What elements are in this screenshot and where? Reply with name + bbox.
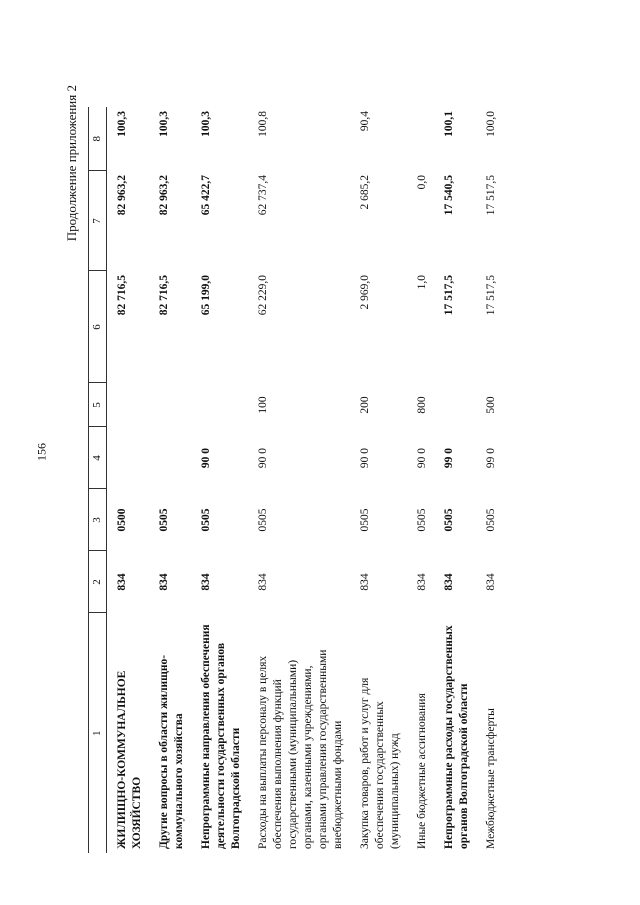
cell-code: 90 0	[359, 447, 371, 469]
cell-value: 2 969,0	[359, 275, 371, 310]
cell-code: 834	[116, 573, 128, 591]
table-row	[350, 107, 407, 853]
cell-value: 82 963,2	[158, 175, 170, 216]
cell-code: 0500	[116, 508, 128, 532]
cell-name: Расходы на выплаты персоналу в целях обеспечения выполнения функций государственными (муниципальными) органами, казенными учреждениями, органами управления государственными внебюджетными фондами	[257, 649, 344, 849]
cell-value: 100,3	[116, 111, 128, 137]
col-header: 6	[89, 271, 107, 383]
cell-value	[407, 107, 434, 171]
cell-value: 17 540,5	[443, 175, 455, 216]
cell-code: 90 0	[416, 447, 428, 469]
cell-code	[434, 383, 476, 427]
cell-value: 100,3	[158, 111, 170, 137]
cell-code: 0505	[416, 508, 428, 532]
cell-code: 834	[200, 573, 212, 591]
cell-value: 2 685,2	[359, 175, 371, 210]
col-header: 4	[89, 427, 107, 489]
appendix-caption: Продолжение приложения 2	[64, 85, 79, 242]
cell-value: 62 737,4	[257, 175, 269, 216]
page-number: 156	[34, 443, 49, 461]
cell-value: 17 517,5	[443, 275, 455, 316]
cell-code: 834	[257, 573, 269, 591]
cell-value: 65 422,7	[200, 175, 212, 216]
header-row	[89, 107, 107, 853]
col-header: 1	[89, 613, 107, 853]
table-row	[248, 107, 350, 853]
table-row	[149, 107, 191, 853]
cell-name: Непрограммные направления обеспечения деятельности государственных органов Волгоградской области	[200, 624, 242, 849]
table-row	[476, 107, 503, 853]
cell-name: Закупка товаров, работ и услуг для обеспечения государственных (муниципальных) нужд	[359, 677, 401, 849]
cell-code: 0505	[200, 508, 212, 532]
cell-code	[107, 383, 150, 427]
cell-value: 82 716,5	[116, 275, 128, 316]
cell-code	[107, 427, 150, 489]
cell-value: 0,0	[416, 175, 428, 190]
cell-code: 99 0	[485, 447, 497, 469]
cell-code	[149, 427, 191, 489]
cell-code: 834	[359, 573, 371, 591]
cell-code	[149, 383, 191, 427]
cell-value: 100,1	[443, 111, 455, 137]
cell-value: 90,4	[359, 111, 371, 132]
cell-code: 200	[359, 396, 371, 414]
cell-value: 82 716,5	[158, 275, 170, 316]
budget-table	[88, 107, 503, 853]
col-header: 8	[89, 107, 107, 171]
table-row	[107, 107, 150, 853]
cell-code: 0505	[443, 508, 455, 532]
cell-name: Непрограммные расходы государственных органов Волгоградской области	[443, 625, 470, 849]
col-header: 2	[89, 551, 107, 613]
cell-code: 0505	[257, 508, 269, 532]
cell-code: 834	[485, 573, 497, 591]
cell-code: 0505	[359, 508, 371, 532]
cell-code: 0505	[158, 508, 170, 532]
cell-code: 0505	[485, 508, 497, 532]
cell-value: 1,0	[416, 275, 428, 290]
cell-code: 500	[485, 396, 497, 414]
table-row	[407, 107, 434, 853]
cell-name: ЖИЛИЩНО-КОММУНАЛЬНОЕ ХОЗЯЙСТВО	[116, 670, 143, 849]
cell-value: 82 963,2	[116, 175, 128, 216]
cell-value: 62 229,0	[257, 275, 269, 316]
cell-value: 17 517,5	[485, 175, 497, 216]
table-row	[191, 107, 248, 853]
cell-name: Другие вопросы в области жилищно-коммунального хозяйства	[158, 654, 185, 849]
cell-name: Иные бюджетные ассигнования	[416, 693, 428, 849]
cell-value: 65 199,0	[200, 275, 212, 316]
cell-code: 800	[416, 396, 428, 414]
cell-value: 100,3	[200, 111, 212, 137]
cell-code: 90 0	[200, 447, 212, 469]
col-header: 5	[89, 383, 107, 427]
table-row	[434, 107, 476, 853]
cell-value: 100,8	[257, 111, 269, 137]
cell-code: 834	[416, 573, 428, 591]
cell-code: 834	[443, 573, 455, 591]
cell-code: 99 0	[443, 447, 455, 469]
col-header: 7	[89, 171, 107, 271]
cell-code	[191, 383, 248, 427]
cell-code: 100	[257, 396, 269, 414]
cell-value: 17 517,5	[485, 275, 497, 316]
cell-value: 100,0	[485, 111, 497, 137]
cell-code: 90 0	[257, 447, 269, 469]
col-header: 3	[89, 489, 107, 551]
cell-name: Межбюджетные трансферты	[485, 708, 497, 849]
cell-code: 834	[158, 573, 170, 591]
